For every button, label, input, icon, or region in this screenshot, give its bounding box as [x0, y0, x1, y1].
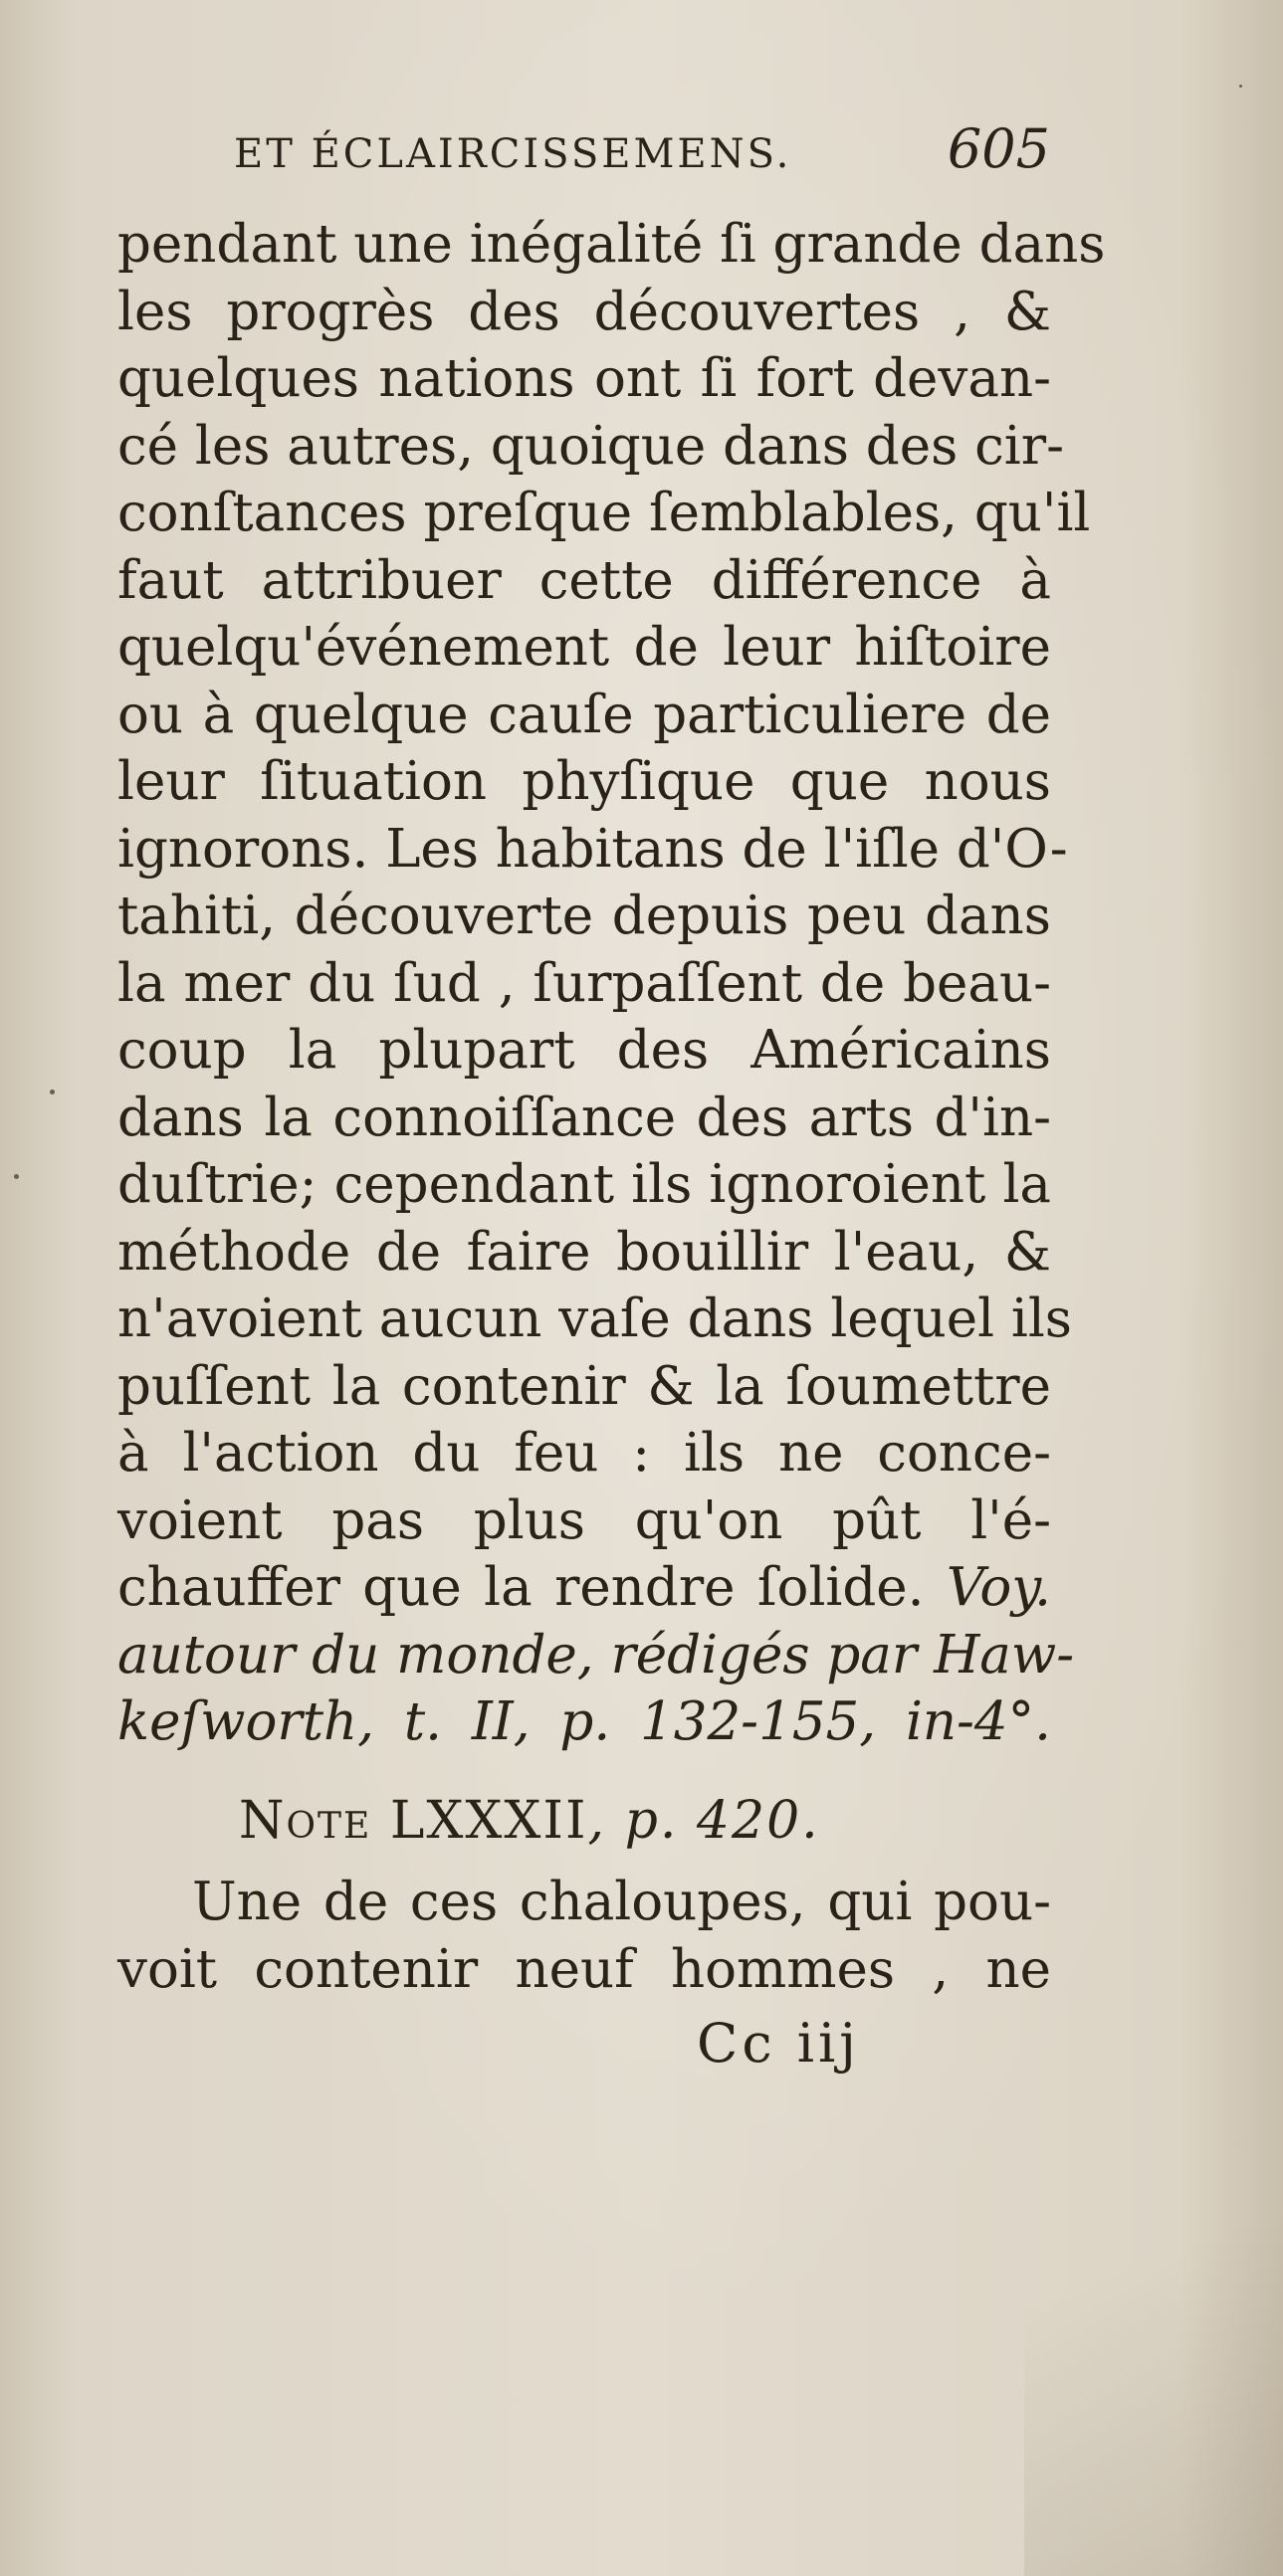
note-number: LXXXII [389, 1791, 588, 1851]
text-line: les progrès des découvertes , & [117, 281, 1051, 342]
note-heading [239, 1791, 820, 1851]
running-head [234, 117, 1050, 187]
text-line: pendant une inégalité ſi grande dans [117, 214, 1106, 275]
text-line-with-reference [117, 1554, 1051, 1622]
paper-speck [50, 1090, 55, 1094]
note-line: voit contenir neuf hommes , ne [117, 1938, 1051, 2000]
text-line: leur ſituation phyſique que nous [117, 751, 1051, 812]
running-title: ET ÉCLAIRCISSEMENS. [234, 131, 792, 177]
reference-line: autour du monde, rédigés par Haw- [117, 1624, 1075, 1685]
note-line: Une de ces chaloupes, qui pou- [192, 1872, 1051, 1932]
paper-speck [1239, 85, 1242, 88]
text-line: cé les autres, quoique dans des cir- [117, 415, 1064, 477]
text-line: ou à quelque cauſe particuliere de [117, 684, 1051, 745]
text-line: voient pas plus qu'on pût l'é- [117, 1489, 1051, 1551]
reference-line: keſworth, t. II, p. 132-155, in-4°. [117, 1691, 1051, 1752]
main-text [117, 211, 1106, 1756]
page-number: 605 [947, 117, 1050, 180]
text-line: coup la plupart des Américains [117, 1020, 1051, 1081]
text-line: dans la connoiſſance des arts d'in- [117, 1087, 1051, 1148]
text-line: la mer du ſud , ſurpaſſent de beau- [117, 952, 1051, 1014]
text-line: quelques nations ont ſi fort devan- [117, 348, 1051, 409]
text-line: à l'action du feu : ils ne conce- [117, 1423, 1051, 1484]
note-page-ref: , p. 420. [587, 1791, 820, 1851]
text-line: puſſent la contenir & la ſoumettre [117, 1355, 1051, 1417]
text-line: n'avoient aucun vaſe dans lequel ils [117, 1288, 1072, 1349]
note-label: Note [239, 1791, 372, 1851]
text-line: duſtrie; cependant ils ignoroient la [117, 1154, 1051, 1215]
text-line: quelqu'événement de leur hiſtoire [117, 617, 1051, 678]
note-text [117, 1869, 1051, 2003]
signature-mark: Cc iij [697, 2012, 861, 2075]
text-line: chauffer que la rendre ſolide. [117, 1557, 925, 1618]
reference-lead: Voy. [946, 1557, 1051, 1618]
paper-speck [14, 1174, 19, 1179]
text-line: faut attribuer cette différence à [117, 549, 1051, 611]
text-line: ignorons. Les habitans de l'iſle d'O- [117, 818, 1068, 880]
text-line: conſtances preſque ſemblables, qu'il [117, 483, 1091, 543]
text-line: tahiti, découverte depuis peu dans [117, 886, 1051, 946]
text-line: méthode de faire bouillir l'eau, & [117, 1221, 1051, 1283]
